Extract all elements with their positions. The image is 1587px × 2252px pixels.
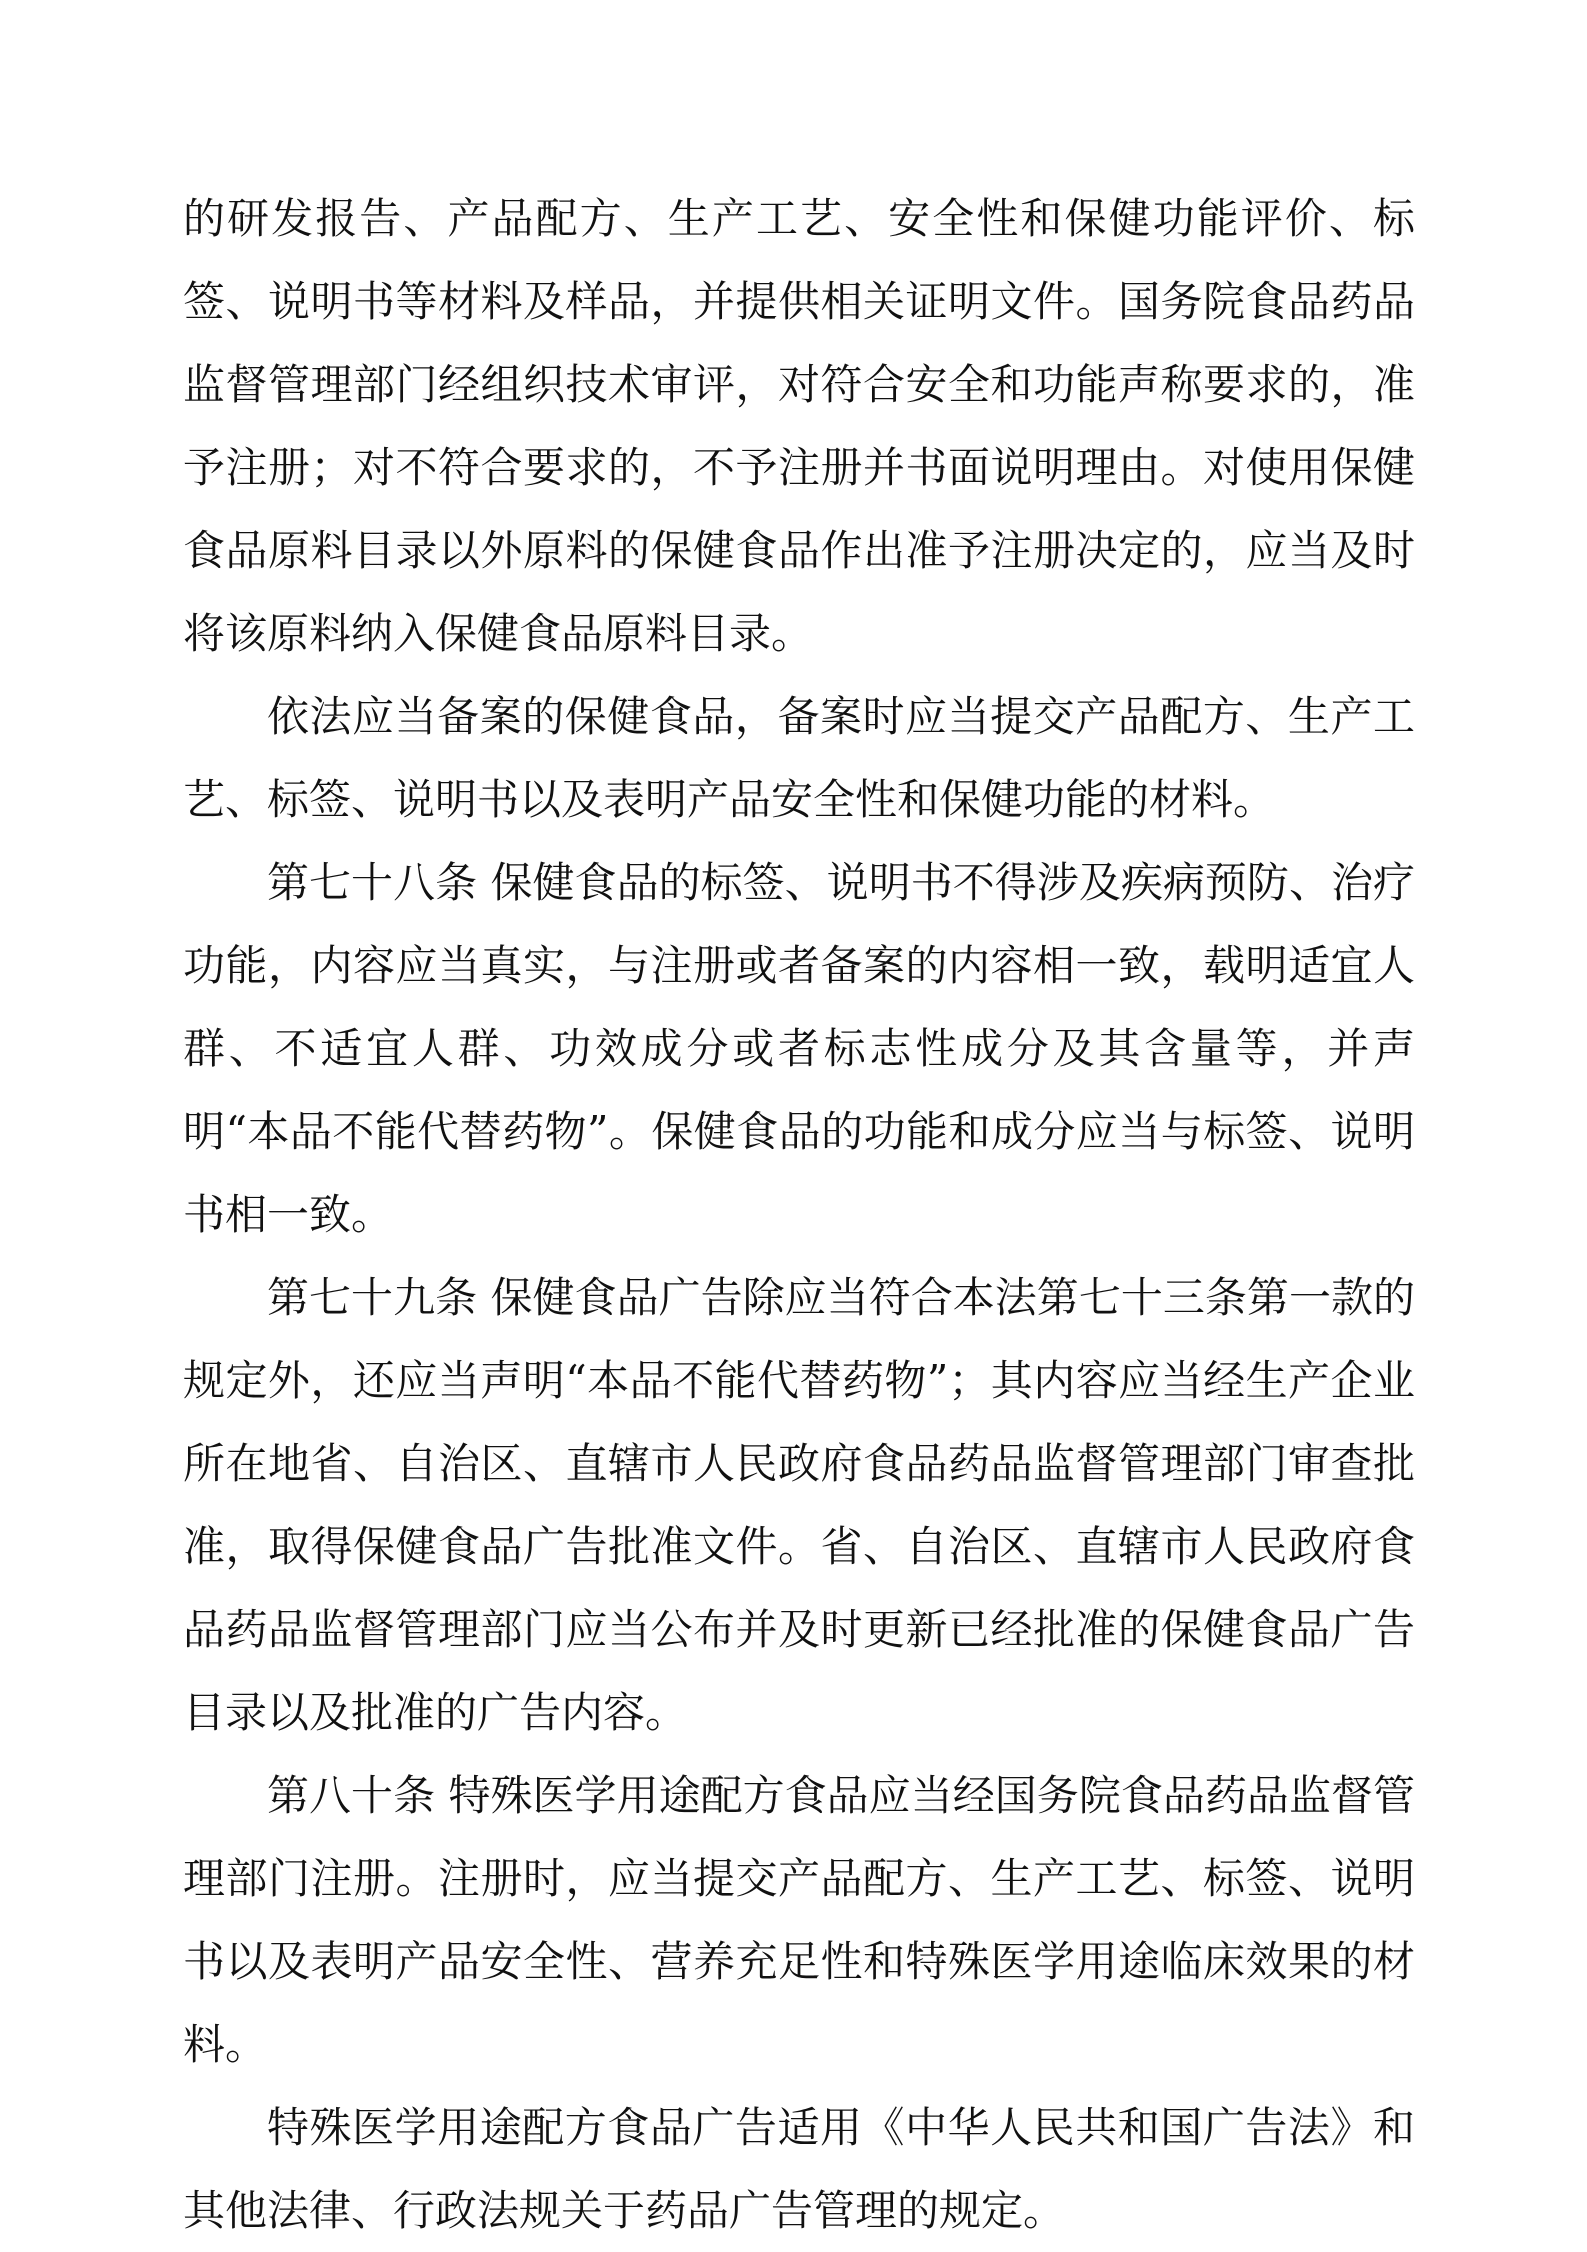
paragraph-continuation: 的研发报告、产品配方、生产工艺、安全性和保健功能评价、标签、说明书等材料及样品，并提供相关证明文件。国务院食品药品监督管理部门经组织技术审评，对符合安全和功能声称要求的，准予注册；对不符合要求的，不予注册并书面说明理由。对使用保健食品原料目录以外原料的保健食品作出准予注册决定的，应当及时将该原料纳入保健食品原料目录。 bbox=[183, 194, 1415, 658]
paragraph-article-78: 第七十八条 保健食品的标签、说明书不得涉及疾病预防、治疗功能，内容应当真实，与注册或者备案的内容相一致，载明适宜人群、不适宜人群、功效成分或者标志性成分及其含量等，并声明“本品不能代替药物”。保健食品的功能和成分应当与标签、说明书相一致。 bbox=[183, 858, 1415, 1239]
document-body bbox=[183, 177, 1415, 2252]
paragraph-article-80: 第八十条 特殊医学用途配方食品应当经国务院食品药品监督管理部门注册。注册时，应当提交产品配方、生产工艺、标签、说明书以及表明产品安全性、营养充足性和特殊医学用途临床效果的材料。 bbox=[183, 1771, 1415, 2069]
paragraph-special-medical-ads: 特殊医学用途配方食品广告适用《中华人民共和国广告法》和其他法律、行政法规关于药品广告管理的规定。 bbox=[183, 2103, 1415, 2235]
paragraph-article-79: 第七十九条 保健食品广告除应当符合本法第七十三条第一款的规定外，还应当声明“本品不能代替药物”；其内容应当经生产企业所在地省、自治区、直辖市人民政府食品药品监督管理部门审查批准，取得保健食品广告批准文件。省、自治区、直辖市人民政府食品药品监督管理部门应当公布并及时更新已经批准的保健食品广告目录以及批准的广告内容。 bbox=[183, 1273, 1415, 1737]
paragraph-filing-requirements: 依法应当备案的保健食品，备案时应当提交产品配方、生产工艺、标签、说明书以及表明产品安全性和保健功能的材料。 bbox=[183, 692, 1415, 824]
